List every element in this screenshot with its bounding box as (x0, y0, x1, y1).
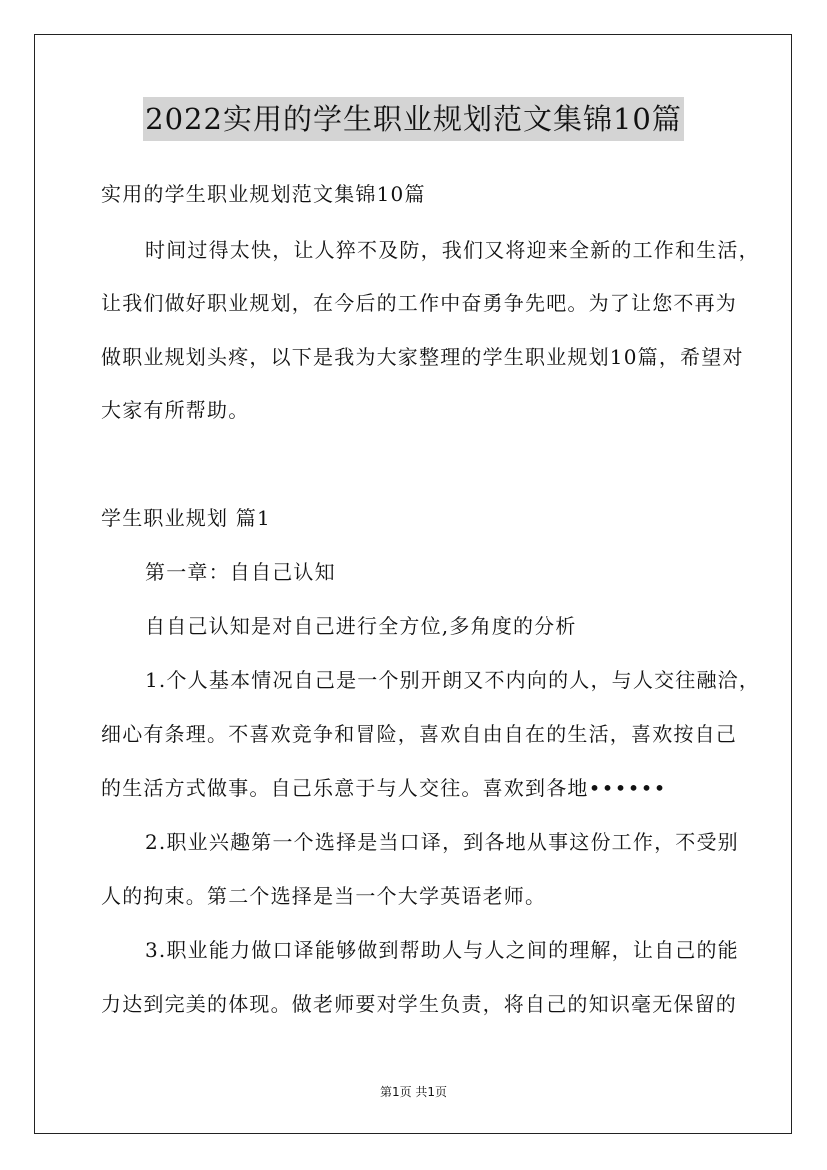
chapter-heading: 第一章：自自己认知 (145, 560, 336, 584)
document-title-text: 2022实用的学生职业规划范文集锦10篇 (143, 97, 684, 141)
document-title (0, 97, 827, 141)
paragraph-line: 人的拘束。第二个选择是当一个大学英语老师。 (101, 884, 547, 908)
paragraph-line: 时间过得太快，让人猝不及防，我们又将迎来全新的工作和生活， (145, 238, 760, 262)
paragraph-line: 自自己认知是对自己进行全方位,多角度的分析 (145, 614, 577, 638)
paragraph-line: 大家有所帮助。 (101, 398, 250, 422)
paragraph-line: 2.职业兴趣第一个选择是当口译，到各地从事这份工作，不受别 (145, 830, 739, 854)
page-footer: 第1页 共1页 (379, 1085, 448, 1099)
paragraph-line: 让我们做好职业规划，在今后的工作中奋勇争先吧。为了让您不再为 (101, 291, 737, 315)
paragraph-line: 做职业规划头疼，以下是我为大家整理的学生职业规划10篇，希望对 (101, 345, 744, 369)
paragraph-line: 细心有条理。不喜欢竞争和冒险，喜欢自由自在的生活，喜欢按自己 (101, 722, 737, 746)
paragraph-line: 力达到完美的体现。做老师要对学生负责，将自己的知识毫无保留的 (101, 992, 737, 1016)
subtitle-line: 实用的学生职业规划范文集锦10篇 (101, 182, 426, 206)
paragraph-line: 3.职业能力做口译能够做到帮助人与人之间的理解，让自己的能 (145, 938, 739, 962)
section-heading: 学生职业规划 篇1 (101, 506, 271, 530)
paragraph-line: 的生活方式做事。自己乐意于与人交往。喜欢到各地•••••• (101, 776, 667, 800)
paragraph-line: 1.个人基本情况自己是一个别开朗又不内向的人，与人交往融洽， (145, 668, 761, 692)
